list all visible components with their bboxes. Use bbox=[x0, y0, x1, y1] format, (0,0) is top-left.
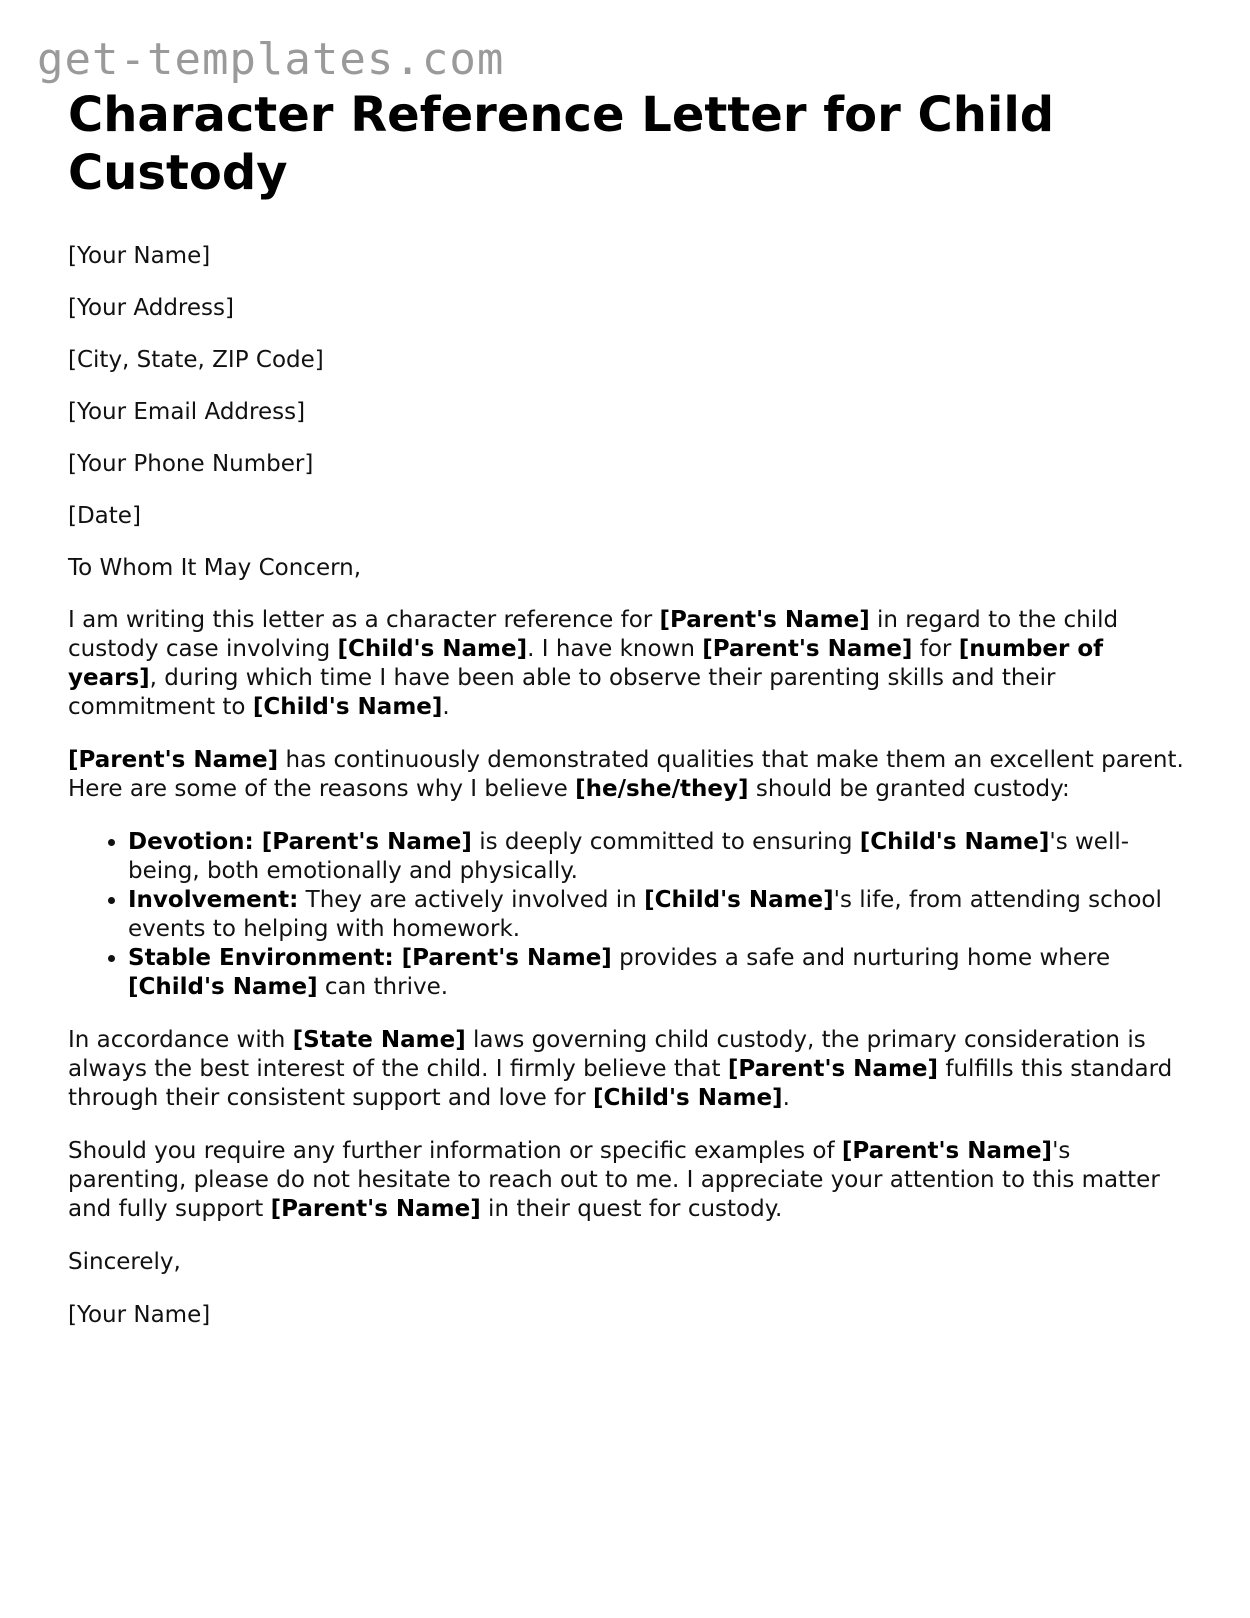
sender-email: [Your Email Address] bbox=[68, 399, 306, 425]
watermark: get-templates.com bbox=[37, 34, 505, 85]
document-title: Character Reference Letter for Child Custody bbox=[68, 87, 1055, 201]
list-item: • Devotion: [Parent's Name] is deeply committed to ensuring [Child's Name]'s well-being, both emotionally and physically. bbox=[128, 828, 1188, 886]
salutation: To Whom It May Concern, bbox=[68, 555, 362, 581]
paragraph-qualities: [Parent's Name] has continuously demonstrated qualities that make them an excellent parent. Here are some of the reasons why I believe [he/she/they] should be granted custody: bbox=[68, 747, 1184, 802]
paragraph-state-law: In accordance with [State Name] laws governing child custody, the primary consideration is always the best interest of the child. I firmly believe that [Parent's Name] fulfills this standard through their consistent support and love for [Child's Name]. bbox=[68, 1027, 1173, 1111]
signature-name: [Your Name] bbox=[68, 1302, 211, 1328]
list-item: • Stable Environment: [Parent's Name] provides a safe and nurturing home where [Child's Name] can thrive. bbox=[128, 944, 1188, 1002]
sender-address: [Your Address] bbox=[68, 295, 234, 321]
qualities-list bbox=[68, 828, 1188, 1002]
letter-document bbox=[68, 86, 1188, 1330]
paragraph-contact: Should you require any further information or specific examples of [Parent's Name]'s parenting, please do not hesitate to reach out to me. I appreciate your attention to this matter and fully support [Parent's Name] in their quest for custody. bbox=[68, 1138, 1160, 1222]
sender-name: [Your Name] bbox=[68, 243, 211, 269]
sender-phone: [Your Phone Number] bbox=[68, 451, 314, 477]
letter-date: [Date] bbox=[68, 503, 141, 529]
sender-city: [City, State, ZIP Code] bbox=[68, 347, 324, 373]
paragraph-intro: I am writing this letter as a character reference for [Parent's Name] in regard to the child custody case involving [Child's Name]. I have known [Parent's Name] for [number of years], during which time I have been able to observe their parenting skills and their commitment to [Child's Name]. bbox=[68, 607, 1119, 720]
list-item: • Involvement: They are actively involved in [Child's Name]'s life, from attending school events to helping with homework. bbox=[128, 886, 1188, 944]
closing: Sincerely, bbox=[68, 1249, 181, 1275]
